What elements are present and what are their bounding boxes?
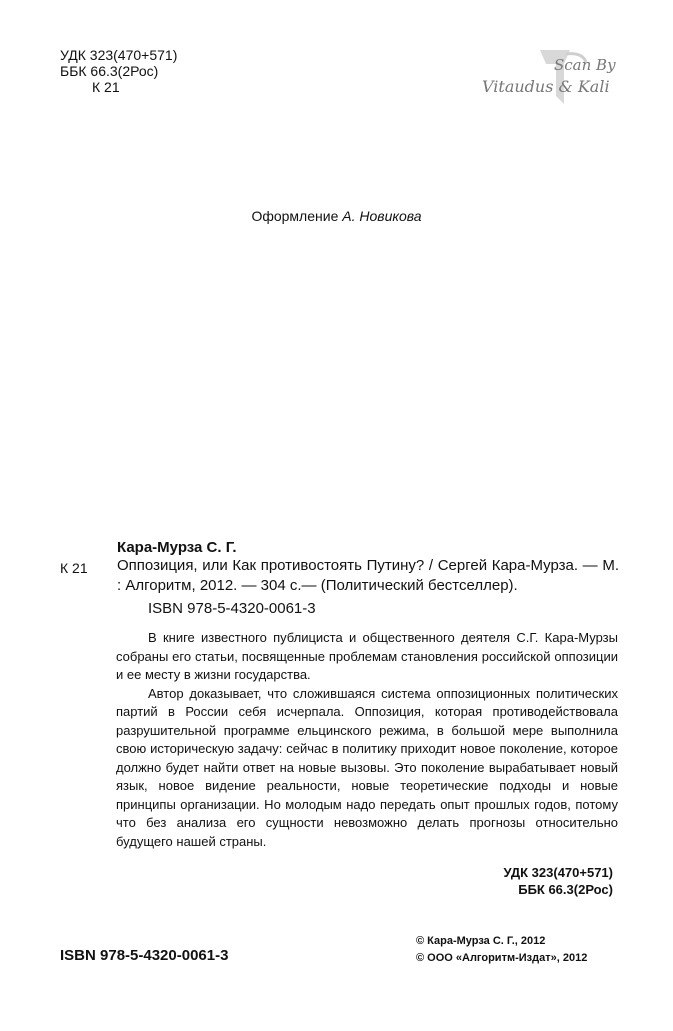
watermark-line1: Scan By xyxy=(554,56,616,74)
copyright-publisher: © ООО «Алгоритм-Издат», 2012 xyxy=(416,952,588,964)
bbk-code: ББК 66.3(2Рос) xyxy=(60,63,159,79)
classification-codes xyxy=(60,47,177,95)
watermark-image xyxy=(478,48,628,110)
isbn-footer: ISBN 978-5-4320-0061-3 xyxy=(60,947,229,964)
design-credit xyxy=(0,208,673,224)
record-author-mark: К 21 xyxy=(60,560,88,576)
classification-codes-right xyxy=(420,864,613,898)
design-label: Оформление xyxy=(251,208,339,224)
designer-name: А. Новикова xyxy=(342,208,422,224)
copyright-block xyxy=(416,933,587,967)
copyright-author: © Кара-Мурза С. Г., 2012 xyxy=(416,935,546,947)
record-isbn: ISBN 978-5-4320-0061-3 xyxy=(148,600,316,617)
abstract xyxy=(116,629,618,851)
bbk-code-right: ББК 66.3(2Рос) xyxy=(518,882,613,897)
record-author: Кара-Мурза С. Г. xyxy=(117,539,237,556)
bibliographic-description: Оппозиция, или Как противостоять Путину? / Сергей Кара-Мурза. — М. : Алгоритм, 2012. — 304 с.— (Политический бестселлер). xyxy=(117,557,619,594)
udk-code: УДК 323(470+571) xyxy=(60,47,178,63)
udk-code-right: УДК 323(470+571) xyxy=(503,865,613,880)
watermark-line2: Vitaudus & Kali xyxy=(482,77,610,96)
scan-watermark xyxy=(478,48,628,110)
abstract-paragraph-2: Автор доказывает, что сложившаяся система оппозиционных политических партий в России себя исчерпала. Оппозиция, которая противодействовала разрушительной программе ельцинского режима, в большой мере выполнила свою историческую задачу: сейчас в политику приходит новое поколение, которое должно будет найти ответ на новые вызовы. Это поколение вырабатывает новый язык, новое видение реальности, новые теоретические подходы и новые принципы организации. Но молодым надо передать опыт прошлых годов, потому что без анализа его сущности невозможно делать прогнозы относительно будущего нашей страны. xyxy=(116,685,618,849)
author-mark: К 21 xyxy=(92,79,120,95)
abstract-paragraph-1: В книге известного публициста и общественного деятеля С.Г. Кара-Мурзы собраны его статьи, посвященные проблемам становления российской оппозиции и ее месту в жизни государства. xyxy=(116,630,618,682)
